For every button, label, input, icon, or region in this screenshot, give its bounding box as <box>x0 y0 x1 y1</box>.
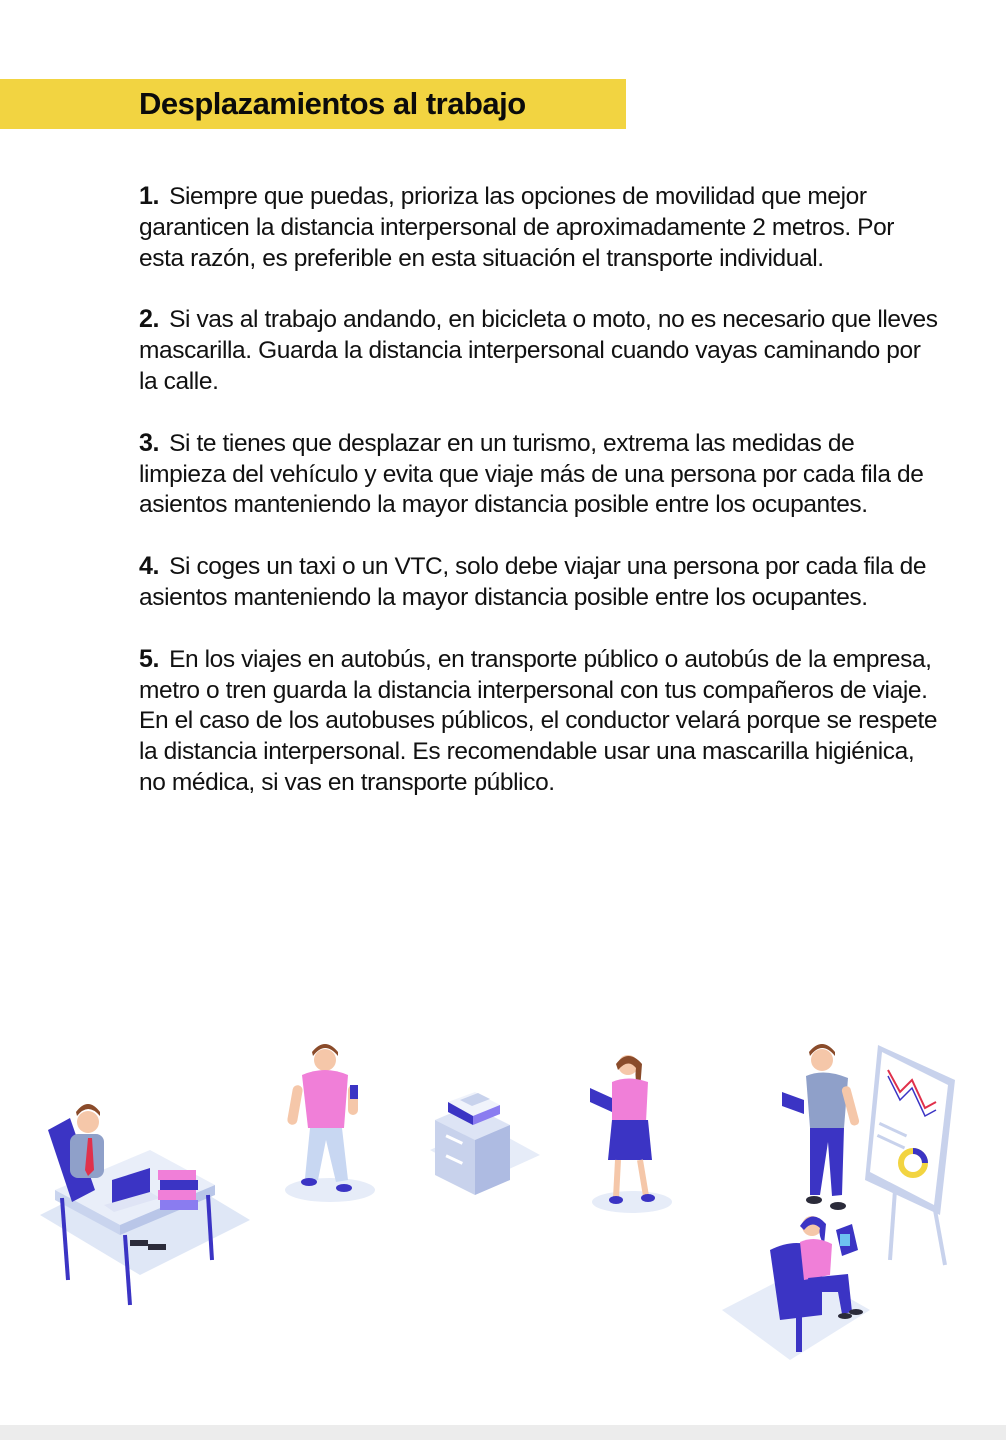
item-number: 2. <box>139 305 160 334</box>
list-item <box>139 428 939 521</box>
item-number: 3. <box>139 428 160 457</box>
item-text: En los viajes en autobús, en transporte público o autobús de la empresa, metro o tren guarda la distancia interpersonal con tus compañeros de viaje. En el caso de los autobuses públicos, el conductor velará porque se respete la distancia interpersonal. Es recomendable usar una mascarilla higiénica, no médica, si vas en transporte público. <box>139 645 938 796</box>
list-item <box>139 304 939 397</box>
list-item <box>139 644 939 799</box>
item-text: Siempre que puedas, prioriza las opciones de movilidad que mejor garanticen la distancia interpersonal de aproximadamente 2 metros. Por esta razón, es preferible en esta situación el transporte individual. <box>139 183 895 272</box>
item-number: 4. <box>139 552 160 581</box>
page-title: Desplazamientos al trabajo <box>139 86 526 121</box>
item-text: Si vas al trabajo andando, en bicicleta o moto, no es necesario que lleves mascarilla. Guarda la distancia interpersonal cuando vayas caminando por la calle. <box>139 306 938 395</box>
seated-woman-figure <box>722 1216 870 1360</box>
desk-worker-figure <box>40 1104 250 1305</box>
printer-cabinet-figure <box>430 1092 540 1195</box>
office-illustration <box>0 1030 1006 1390</box>
walking-man-figure <box>285 1044 375 1202</box>
presentation-board-figure <box>865 1045 955 1265</box>
item-number: 5. <box>139 644 160 673</box>
item-text: Si coges un taxi o un VTC, solo debe viajar una persona por cada fila de asientos manteniendo la mayor distancia posible entre los ocupantes. <box>139 553 927 611</box>
item-text: Si te tienes que desplazar en un turismo, extrema las medidas de limpieza del vehículo y evita que viaje más de una persona por cada fila de asientos manteniendo la mayor distancia posible entre los ocupantes. <box>139 429 924 519</box>
recommendation-list <box>139 181 939 829</box>
list-item <box>139 181 939 274</box>
presenter-man-figure <box>782 1044 860 1210</box>
item-number: 1. <box>139 182 160 210</box>
woman-tablet-figure <box>590 1055 672 1213</box>
list-item <box>139 551 939 614</box>
